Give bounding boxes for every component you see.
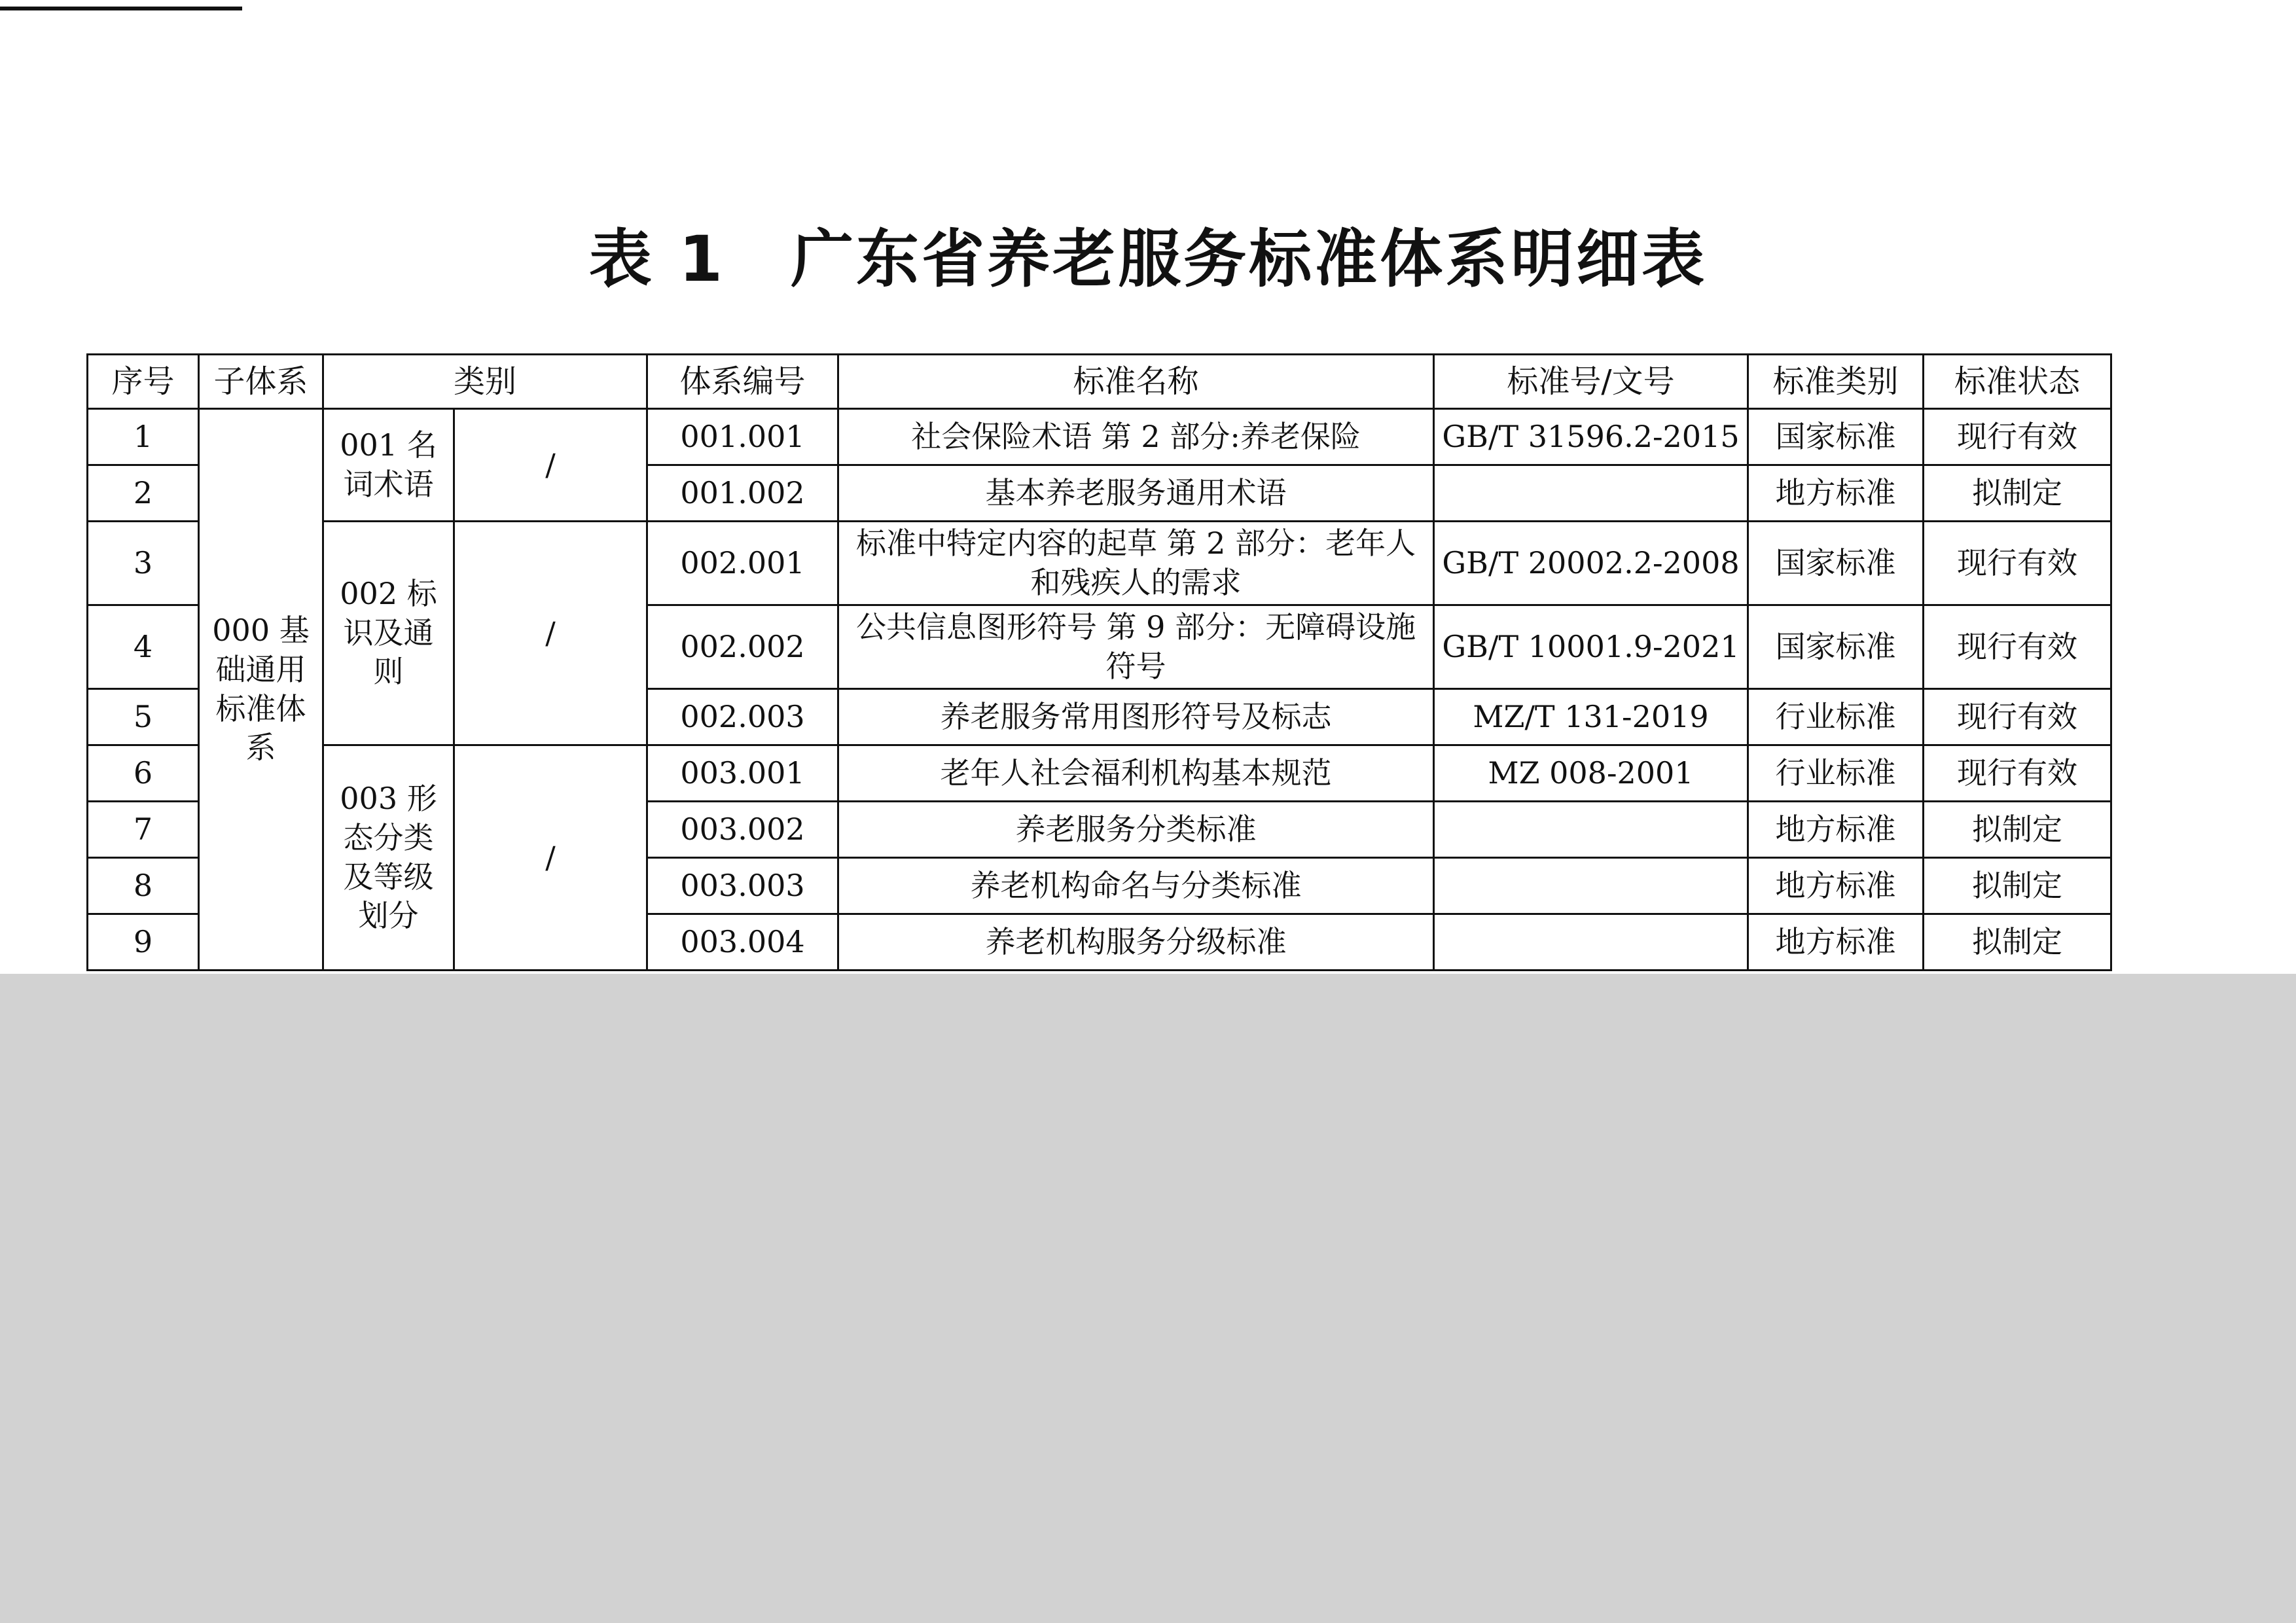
cell-type: 地方标准 [1748,465,1924,522]
cell-type: 地方标准 [1748,858,1924,914]
cell-type: 地方标准 [1748,802,1924,858]
cell-seq: 6 [88,745,199,802]
document-title [0,209,2296,299]
cell-name: 养老机构服务分级标准 [838,914,1434,971]
cell-seq: 9 [88,914,199,971]
gray-cover-panel [0,974,2296,1623]
cell-type: 国家标准 [1748,409,1924,465]
cell-code: 002.003 [647,689,838,745]
table-row [88,522,2111,605]
cell-name: 养老机构命名与分类标准 [838,858,1434,914]
cell-type: 国家标准 [1748,522,1924,605]
cell-status: 拟制定 [1924,858,2111,914]
cell-status: 现行有效 [1924,745,2111,802]
cell-subcategory-003: / [454,745,647,971]
cell-std-no: GB/T 10001.9-2021 [1434,605,1748,689]
cell-status: 拟制定 [1924,914,2111,971]
cell-seq: 7 [88,802,199,858]
cell-name: 老年人社会福利机构基本规范 [838,745,1434,802]
cell-code: 003.002 [647,802,838,858]
cell-name: 养老服务常用图形符号及标志 [838,689,1434,745]
header-subsystem: 子体系 [199,355,323,409]
cell-std-no: MZ/T 131-2019 [1434,689,1748,745]
cell-subsystem: 000 基础通用标准体系 [199,409,323,971]
cell-subcategory-001: / [454,409,647,522]
cell-code: 003.001 [647,745,838,802]
header-type: 标准类别 [1748,355,1924,409]
cell-seq: 4 [88,605,199,689]
cell-std-no [1434,802,1748,858]
corner-scan-mark [0,7,242,10]
cell-status: 现行有效 [1924,689,2111,745]
cell-name: 养老服务分类标准 [838,802,1434,858]
cell-status: 现行有效 [1924,409,2111,465]
cell-code: 001.001 [647,409,838,465]
header-status: 标准状态 [1924,355,2111,409]
table-number: 表 1 [588,223,726,296]
cell-subcategory-002: / [454,522,647,745]
table-row [88,409,2111,465]
cell-std-no: MZ 008-2001 [1434,745,1748,802]
cell-type: 地方标准 [1748,914,1924,971]
cell-code: 002.001 [647,522,838,605]
header-seq: 序号 [88,355,199,409]
table-title: 广东省养老服务标准体系明细表 [791,223,1708,296]
cell-code: 003.003 [647,858,838,914]
cell-type: 行业标准 [1748,745,1924,802]
cell-status: 现行有效 [1924,522,2111,605]
table-header-row [88,355,2111,409]
header-name: 标准名称 [838,355,1434,409]
table-row [88,745,2111,802]
cell-code: 002.002 [647,605,838,689]
cell-type: 行业标准 [1748,689,1924,745]
header-code: 体系编号 [647,355,838,409]
cell-category-002: 002 标识及通则 [323,522,454,745]
cell-status: 拟制定 [1924,465,2111,522]
header-category: 类别 [323,355,647,409]
cell-std-no [1434,465,1748,522]
cell-std-no: GB/T 31596.2-2015 [1434,409,1748,465]
cell-status: 现行有效 [1924,605,2111,689]
cell-category-001: 001 名词术语 [323,409,454,522]
cell-seq: 1 [88,409,199,465]
cell-name: 公共信息图形符号 第 9 部分：无障碍设施符号 [838,605,1434,689]
cell-category-003: 003 形态分类及等级划分 [323,745,454,971]
standards-table [86,353,2112,971]
cell-status: 拟制定 [1924,802,2111,858]
cell-name: 基本养老服务通用术语 [838,465,1434,522]
cell-seq: 5 [88,689,199,745]
header-std-no: 标准号/文号 [1434,355,1748,409]
cell-std-no [1434,858,1748,914]
cell-type: 国家标准 [1748,605,1924,689]
cell-code: 003.004 [647,914,838,971]
cell-std-no: GB/T 20002.2-2008 [1434,522,1748,605]
cell-std-no [1434,914,1748,971]
cell-name: 标准中特定内容的起草 第 2 部分：老年人和残疾人的需求 [838,522,1434,605]
cell-seq: 3 [88,522,199,605]
cell-name: 社会保险术语 第 2 部分:养老保险 [838,409,1434,465]
cell-seq: 8 [88,858,199,914]
cell-seq: 2 [88,465,199,522]
cell-code: 001.002 [647,465,838,522]
